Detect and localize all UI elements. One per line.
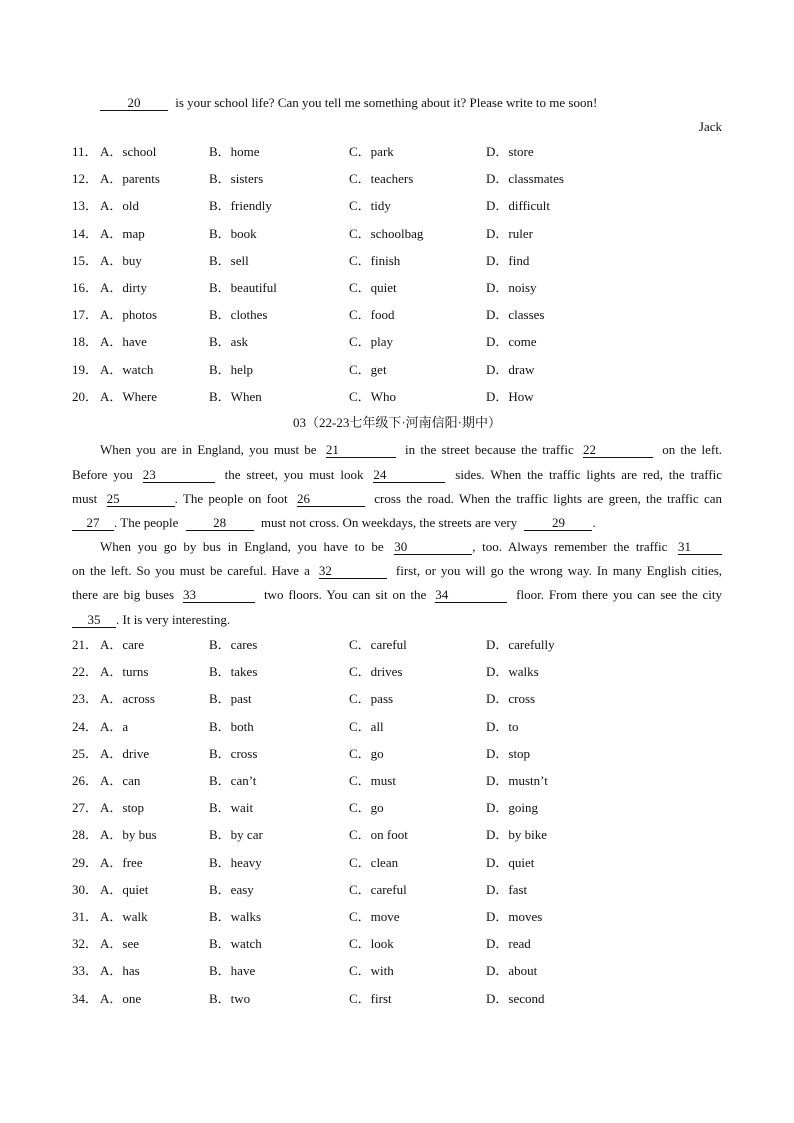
option-d: D．by bike [486,827,548,843]
question-row [72,198,722,214]
option-a: A．can [100,773,141,788]
option-b: B．takes [209,664,258,680]
question-row [72,389,722,405]
question-row [72,936,722,952]
option-c: C．quiet [349,280,397,295]
question-row [72,963,722,979]
question-row [72,855,722,871]
section-heading: 03（22-23七年级下·河南信阳·期中） [293,415,501,430]
question-number: 29． [72,854,99,870]
question-number: 28． [72,827,99,843]
option-c: C．food [349,307,395,323]
question-number: 26． [72,773,99,788]
option-a: A．Where [100,388,158,404]
passage-line-1: When you are in England, you must be 21 in the street because the traffic 22 on the left. [100,442,723,457]
question-row [72,362,722,378]
option-b: B．by car [209,827,263,843]
option-b: B．easy [209,881,254,897]
question-number: 15． [72,252,99,268]
option-c: C．drives [349,664,403,680]
option-c: C．park [349,144,394,159]
question-number: 12． [72,171,99,187]
option-b: B．two [209,990,251,1006]
blank-33: 33 [183,588,255,603]
option-d: D．to [486,718,519,734]
intro-line [100,95,750,111]
option-d: D．noisy [486,280,537,295]
option-b: B．wait [209,800,254,816]
option-a: A．map [100,225,145,241]
option-c: C．play [349,334,394,350]
question-row [72,307,722,323]
option-a: A．stop [100,800,145,816]
option-c: C．schoolbag [349,225,424,241]
option-a: A．old [100,198,140,214]
option-a: A．photos [100,307,158,323]
option-d: D．fast [486,881,528,897]
passage-line-8: 35 . It is very interesting. [72,612,722,628]
option-a: A．dirty [100,280,147,295]
option-d: D．cross [486,691,536,707]
option-b: B．can’t [209,773,257,788]
option-d: D．moves [486,909,543,924]
blank-23: 23 [143,468,215,483]
blank-30: 30 [394,540,472,555]
question-number: 34． [72,990,99,1006]
option-c: C．go [349,745,384,761]
option-a: A．has [100,963,140,979]
option-b: B．have [209,963,256,979]
question-number: 14． [72,225,99,241]
passage-line-5: When you go by bus in England, you have to be 30 , too. Always remember the traffic 31 [100,539,722,555]
option-d: D．classes [486,307,545,323]
question-row [72,827,722,843]
question-number: 21． [72,637,99,652]
question-row [72,171,722,187]
option-d: D．classmates [486,171,564,187]
intro-text: is your school life? Can you tell me something about it? Please write to me soon! [175,95,598,110]
blank-34: 34 [435,588,507,603]
question-number: 30． [72,881,99,897]
option-d: D．find [486,252,530,268]
option-b: B．home [209,144,260,159]
option-d: D．walks [486,664,539,680]
option-d: D．carefully [486,637,555,652]
option-d: D．draw [486,361,535,377]
question-number: 11． [72,144,98,159]
question-number: 13． [72,198,99,214]
option-d: D．difficult [486,198,551,214]
option-a: A．see [100,936,139,952]
question-row [72,882,722,898]
option-a: A．walk [100,909,148,924]
question-number: 20． [72,388,99,404]
option-d: D．quiet [486,854,535,870]
question-number: 32． [72,936,99,952]
question-row [72,719,722,735]
question-number: 25． [72,745,99,761]
option-d: D．come [486,334,537,350]
option-a: A．watch [100,361,154,377]
option-c: C．tidy [349,198,391,214]
option-b: B．watch [209,936,262,952]
option-a: A．care [100,637,145,652]
option-c: C．on foot [349,827,408,843]
option-d: D．second [486,990,545,1006]
question-number: 18． [72,334,99,350]
option-b: B．walks [209,909,262,924]
question-row [72,637,722,653]
question-number: 22． [72,664,99,680]
option-a: A．have [100,334,147,350]
question-row [72,773,722,789]
option-b: B．cross [209,745,258,761]
option-c: C．with [349,963,394,979]
option-c: C．careful [349,881,407,897]
blank-20: 20 [100,96,168,111]
option-a: A．school [100,144,157,159]
option-a: A．buy [100,252,142,268]
question-number: 24． [72,718,99,734]
blank-32: 32 [319,564,387,579]
option-b: B．help [209,361,254,377]
option-a: A．drive [100,745,150,761]
option-b: B．clothes [209,307,268,323]
option-b: B．heavy [209,854,262,870]
blank-24: 24 [373,468,445,483]
question-row [72,664,722,680]
option-b: B．sisters [209,171,264,187]
option-b: B．past [209,691,252,707]
blank-31: 31 [678,540,722,555]
option-b: B．sell [209,252,249,268]
question-number: 16． [72,280,99,295]
question-row [72,280,722,296]
option-a: A．free [100,854,143,870]
option-d: D．stop [486,745,531,761]
option-a: A．quiet [100,881,149,897]
option-d: D．store [486,144,534,159]
option-a: A．turns [100,664,149,680]
option-a: A．a [100,718,129,734]
option-b: B．beautiful [209,280,277,295]
option-d: D．going [486,800,539,816]
blank-26: 26 [297,492,365,507]
option-c: C．pass [349,691,394,707]
question-row [72,909,722,925]
question-row [72,144,722,160]
question-row [72,226,722,242]
option-c: C．first [349,990,392,1006]
passage-line-7: there are big buses 33 two floors. You can sit on the 34 floor. From there you can see the city [72,587,723,602]
blank-27: 27 [72,516,114,531]
blank-28: 28 [186,516,254,531]
question-row [72,800,722,816]
option-a: A．across [100,691,155,707]
blank-29: 29 [524,516,592,531]
option-d: D．mustn’t [486,773,548,788]
option-d: D．How [486,388,534,404]
question-number: 17． [72,307,99,323]
option-b: B．When [209,388,262,404]
question-number: 31． [72,909,99,924]
blank-22: 22 [583,443,653,458]
option-c: C．must [349,773,396,788]
passage-line-6: on the left. So you must be careful. Have a 32 first, or you will go the wrong way. In many English cities, [72,563,723,578]
question-row [72,991,722,1007]
option-a: A．by bus [100,827,157,843]
option-b: B．book [209,225,257,241]
option-b: B．ask [209,334,249,350]
option-d: D．about [486,963,538,979]
blank-25: 25 [107,492,175,507]
option-c: C．careful [349,637,407,652]
signature: Jack [698,119,722,134]
passage-line-4: 27 . The people 28 must not cross. On weekdays, the streets are very 29 . [72,515,722,531]
passage-line-2: Before you 23 the street, you must look 24 sides. When the traffic lights are red, the traffic [72,467,723,482]
option-b: B．cares [209,637,258,652]
option-c: C．move [349,909,400,924]
option-d: D．read [486,936,531,952]
question-number: 23． [72,691,99,707]
question-number: 19． [72,361,99,377]
option-d: D．ruler [486,225,533,241]
option-c: C．teachers [349,171,414,187]
option-c: C．clean [349,854,399,870]
question-row [72,253,722,269]
question-row [72,334,722,350]
question-row [72,691,722,707]
option-c: C．get [349,361,387,377]
option-c: C．all [349,718,384,734]
blank-35: 35 [72,613,116,628]
option-c: C．Who [349,388,396,404]
option-b: B．both [209,718,254,734]
option-a: A．one [100,990,142,1006]
option-c: C．look [349,936,394,952]
question-row [72,746,722,762]
blank-21: 21 [326,443,396,458]
option-c: C．go [349,800,384,816]
option-c: C．finish [349,252,401,268]
option-b: B．friendly [209,198,272,214]
option-a: A．parents [100,171,160,187]
question-number: 33． [72,963,99,979]
question-number: 27． [72,800,99,816]
passage-line-3: must 25 . The people on foot 26 cross the road. When the traffic lights are green, the traffic can [72,491,723,506]
